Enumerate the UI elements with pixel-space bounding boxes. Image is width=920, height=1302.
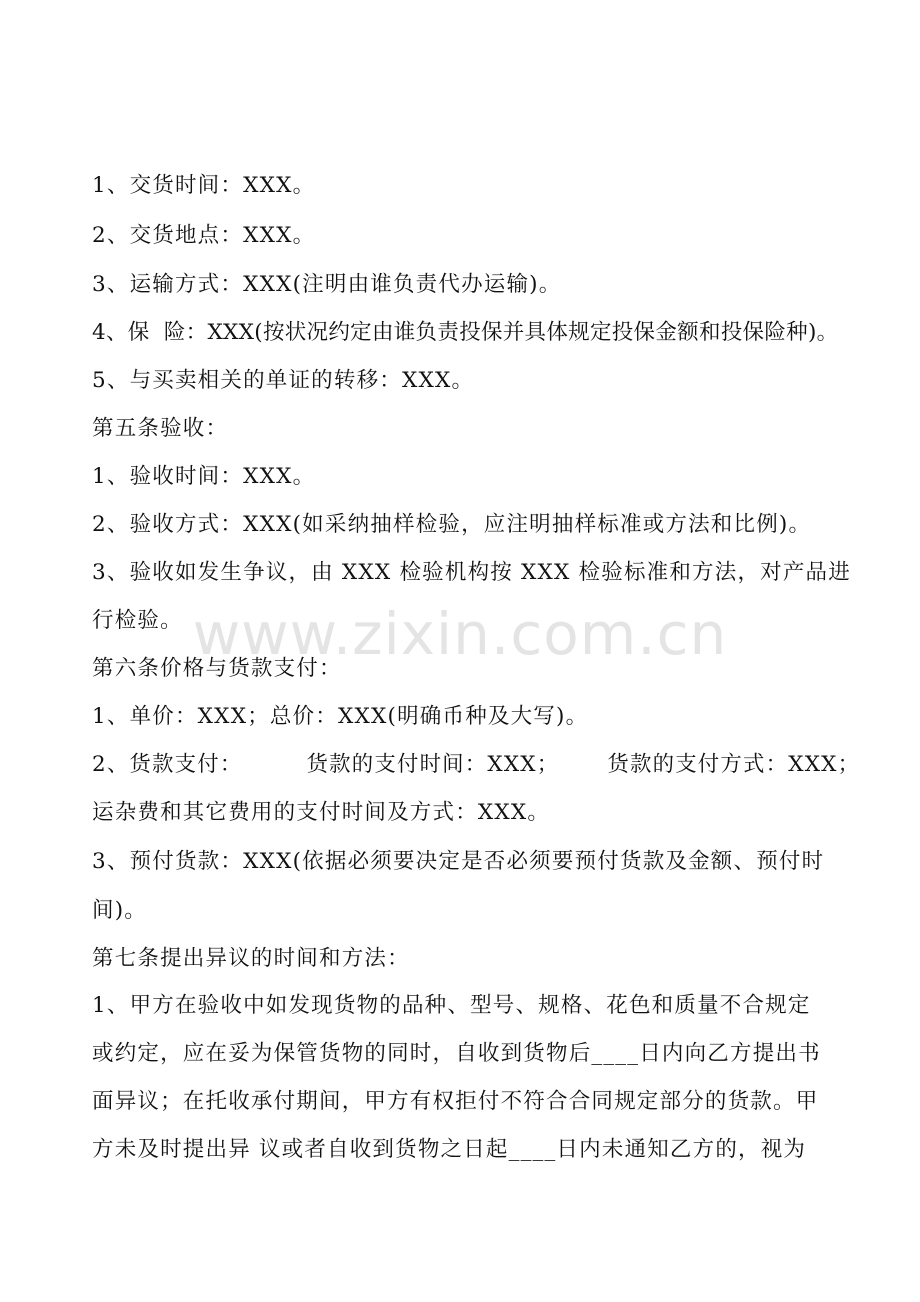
text-line: 2、货款支付： 货款的支付时间：XXX； 货款的支付方式：XXX； bbox=[92, 752, 861, 777]
text-line: 1、验收时间：XXX。 bbox=[92, 464, 316, 489]
watermark: www.zixin.com.cn bbox=[192, 600, 728, 668]
text-line: 运杂费和其它费用的支付时间及方式：XXX。 bbox=[92, 800, 551, 825]
text-line: 2、交货地点：XXX。 bbox=[92, 223, 316, 248]
text-line: 3、验收如发生争议，由 XXX 检验机构按 XXX 检验标准和方法，对产品进 bbox=[92, 560, 851, 585]
text-line: 1、甲方在验收中如发现货物的品种、型号、规格、花色和质量不合规定 bbox=[92, 993, 811, 1018]
text-line: 或约定，应在妥为保管货物的同时，自收到货物后____日内向乙方提出书 bbox=[92, 1041, 821, 1066]
section-heading: 第五条验收： bbox=[92, 416, 229, 441]
text-line: 面异议；在托收承付期间，甲方有权拒付不符合合同规定部分的货款。甲 bbox=[92, 1089, 819, 1114]
section-heading: 第七条提出异议的时间和方法： bbox=[92, 946, 410, 971]
text-line: 1、交货时间：XXX。 bbox=[92, 173, 316, 198]
text-line: 行检验。 bbox=[92, 608, 183, 633]
text-line: 方未及时提出异 议或者自收到货物之日起____日内未通知乙方的，视为 bbox=[92, 1137, 807, 1162]
text-line: 3、预付货款：XXX(依据必须要决定是否必须要预付货款及金额、预付时 bbox=[92, 849, 825, 874]
section-heading: 第六条价格与货款支付： bbox=[92, 656, 342, 681]
text-line: 4、保 险：XXX(按状况约定由谁负责投保并具体规定投保金额和投保险种)。 bbox=[92, 320, 839, 345]
text-line: 2、验收方式：XXX(如采纳抽样检验，应注明抽样标准或方法和比例)。 bbox=[92, 512, 812, 537]
text-line: 1、单价：XXX；总价：XXX(明确币种及大写)。 bbox=[92, 704, 589, 729]
text-line: 3、运输方式：XXX(注明由谁负责代办运输)。 bbox=[92, 272, 562, 297]
text-line: 间)。 bbox=[92, 898, 147, 923]
text-line: 5、与买卖相关的单证的转移：XXX。 bbox=[92, 368, 475, 393]
